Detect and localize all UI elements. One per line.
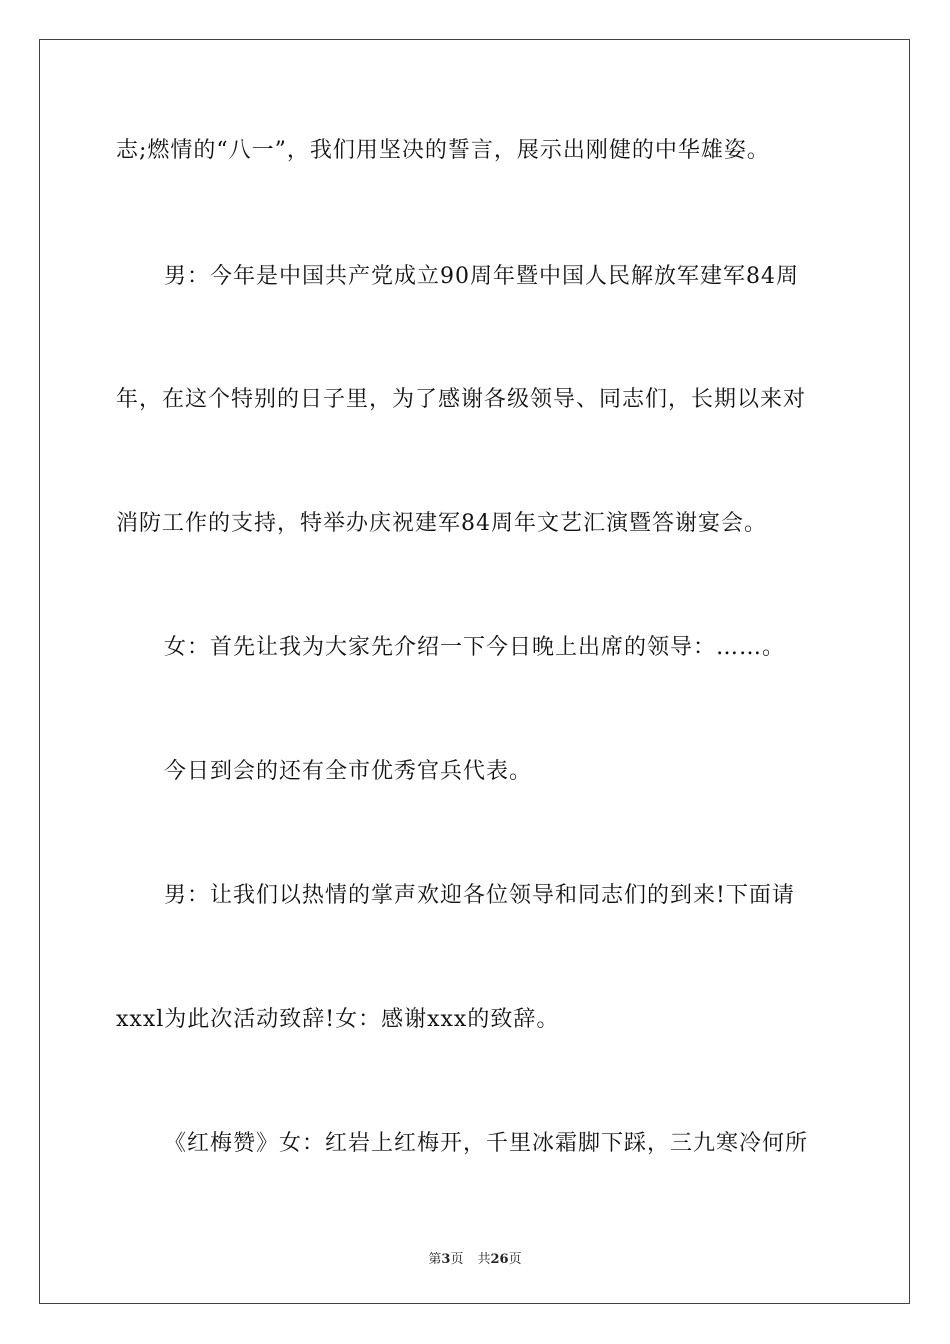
text-line-8: xxxl为此次活动致辞!女：感谢xxx的致辞。	[116, 1007, 560, 1032]
text-line-1: 志;燃情的“八一”，我们用坚决的誓言，展示出刚健的中华雄姿。	[116, 138, 770, 163]
text-line-2: 男：今年是中国共产党成立90周年暨中国人民解放军建军84周	[164, 264, 799, 289]
text-line-3: 年，在这个特别的日子里，为了感谢各级领导、同志们，长期以来对	[116, 387, 807, 412]
text-line-5: 女：首先让我为大家先介绍一下今日晚上出席的领导：……。	[164, 635, 786, 660]
text-line-9: 《红梅赞》女：红岩上红梅开，千里冰霜脚下踩，三九寒冷何所	[164, 1131, 809, 1156]
text-line-7: 男：让我们以热情的掌声欢迎各位领导和同志们的到来!下面请	[164, 883, 795, 908]
total-suffix: 页	[508, 1252, 522, 1267]
total-prefix: 共	[477, 1252, 491, 1267]
page-border	[39, 39, 910, 1304]
page-prefix: 第	[428, 1252, 442, 1267]
text-line-4: 消防工作的支持，特举办庆祝建军84周年文艺汇演暨答谢宴会。	[116, 511, 767, 536]
text-line-6: 今日到会的还有全市优秀官兵代表。	[164, 759, 533, 784]
page-footer	[0, 1248, 950, 1267]
page-suffix: 页	[450, 1252, 464, 1267]
total-pages: 26	[490, 1252, 509, 1267]
page-number: 3	[441, 1252, 451, 1267]
